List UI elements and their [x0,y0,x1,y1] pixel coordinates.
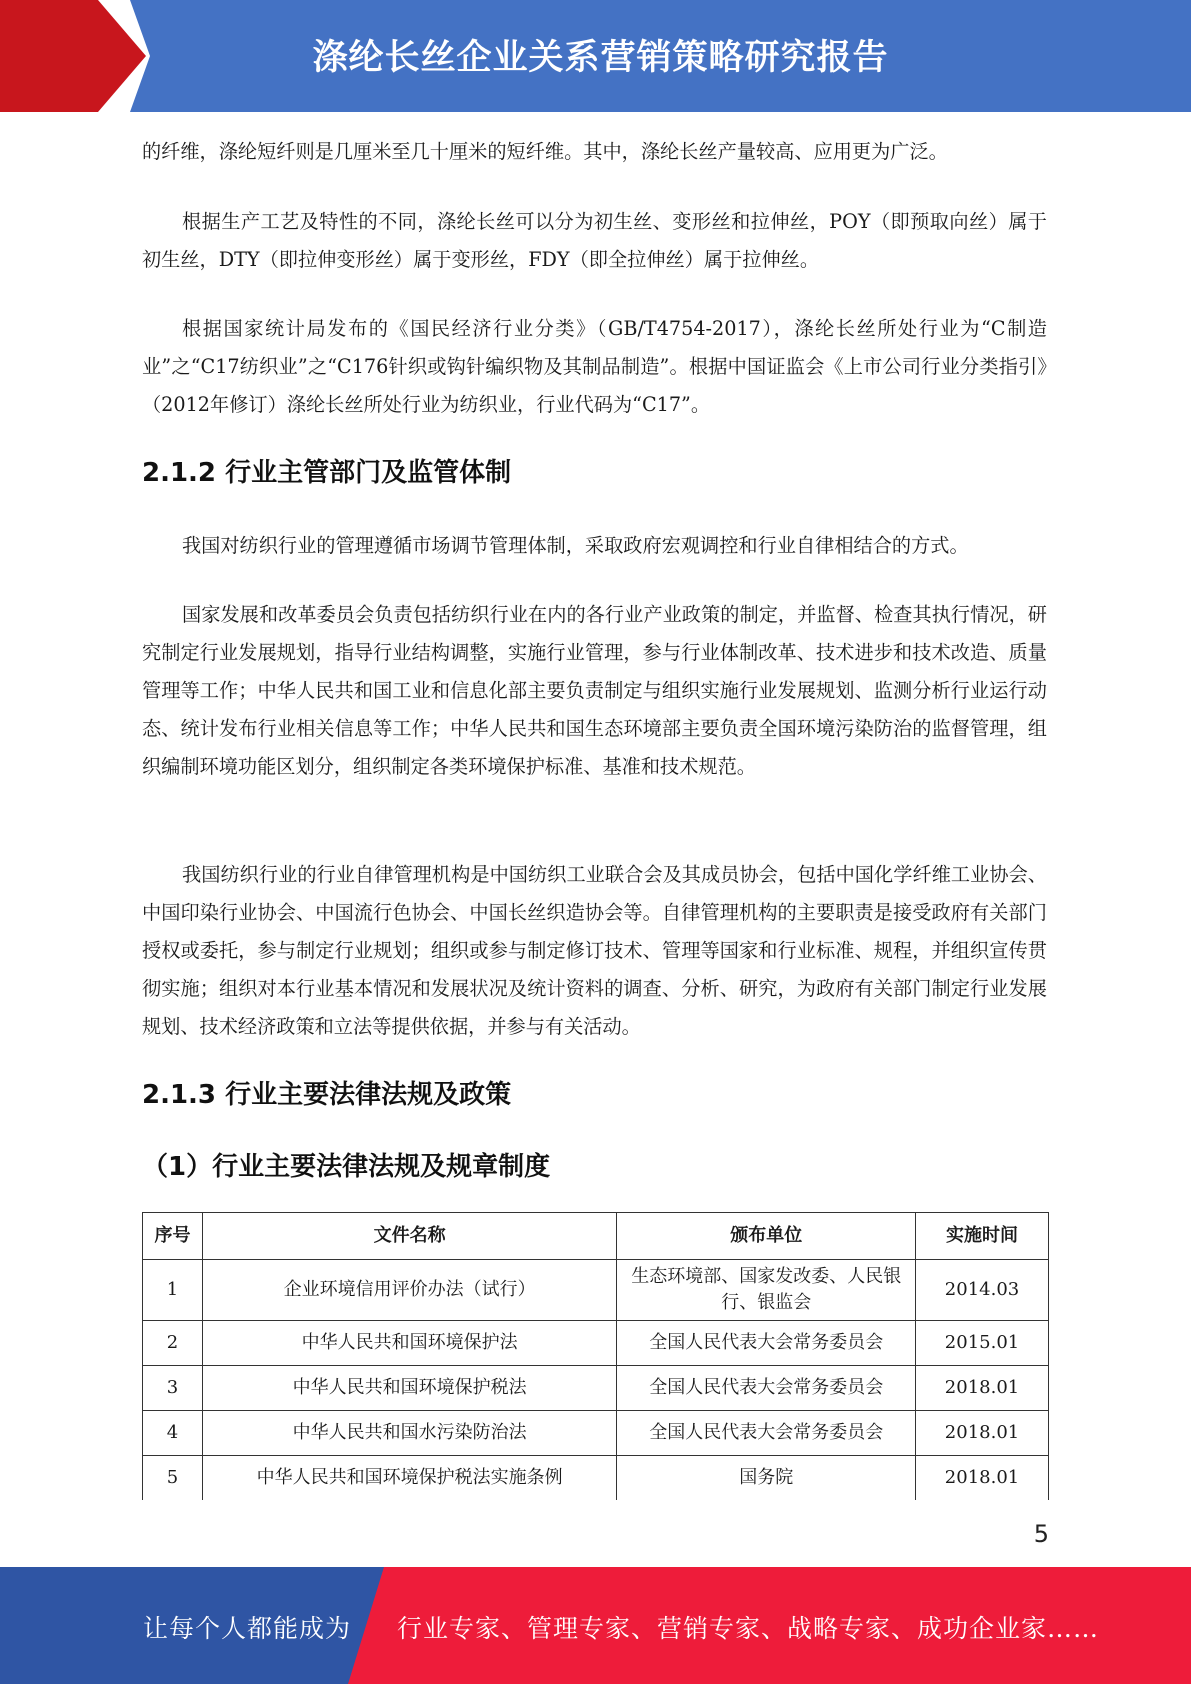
body-section-6 [142,856,1047,1046]
column-header-effective-date: 实施时间 [916,1213,1049,1260]
report-title: 涤纶长丝企业关系营销策略研究报告 [312,38,889,78]
paragraph-filament-types: 根据生产工艺及特性的不同，涤纶长丝可以分为初生丝、变形丝和拉伸丝，POY（即预取向丝）属于初生丝，DTY（即拉伸变形丝）属于变形丝，FDY（即全拉伸丝）属于拉伸丝。 [142,210,1047,271]
table-cell-date: 2018.01 [916,1366,1049,1411]
paragraph-government-departments: 国家发展和改革委员会负责包括纺织行业在内的各行业产业政策的制定，并监督、检查其执行情况，研究制定行业发展规划，指导行业结构调整，实施行业管理，参与行业体制改革、技术进步和技术改造、质量管理等工作；中华人民共和国工业和信息化部主要负责制定与组织实施行业发展规划、监测分析行业运行动态、统计发布行业相关信息等工作；中华人民共和国生态环境部主要负责全国环境污染防治的监督管理，组织编制环境功能区划分，组织制定各类环境保护标准、基准和技术规范。 [142,603,1047,778]
table-cell-index: 5 [143,1456,203,1501]
table-cell-date: 2015.01 [916,1321,1049,1366]
heading-block-213 [142,1074,1047,1111]
section-heading-2-1-2: 2.1.2 行业主管部门及监管体制 [142,458,512,488]
table-row [143,1366,1049,1411]
page-header [0,0,1191,112]
table-cell-index: 2 [143,1321,203,1366]
table-cell-document: 中华人民共和国环境保护法 [202,1321,616,1366]
table-cell-index: 1 [143,1260,203,1321]
table-cell-date: 2014.03 [916,1260,1049,1321]
body-section-2 [142,203,1047,279]
footer-slogan-right: 行业专家、管理专家、营销专家、战略专家、成功企业家…… [397,1614,1100,1643]
table-cell-document: 中华人民共和国水污染防治法 [202,1411,616,1456]
heading-block-sub1 [142,1146,1047,1183]
paragraph-industry-classification: 根据国家统计局发布的《国民经济行业分类》（GB/T4754-2017），涤纶长丝所处行业为“C制造业”之“C17纺织业”之“C176针织或钩针编织物及其制品制造”。根据中国证监会《上市公司行业分类指引》（2012年修订）涤纶长丝所处行业为纺织业，行业代码为“C17”。 [142,317,1047,416]
body-section-1 [142,133,1047,171]
table-cell-issuer: 国务院 [617,1456,916,1501]
table-cell-date: 2018.01 [916,1411,1049,1456]
paragraph-self-regulation: 我国纺织行业的行业自律管理机构是中国纺织工业联合会及其成员协会，包括中国化学纤维工业协会、中国印染行业协会、中国流行色协会、中国长丝织造协会等。自律管理机构的主要职责是接受政府有关部门授权或委托，参与制定行业规划；组织或参与制定修订技术、管理等国家和行业标准、规程，并组织宣传贯彻实施；组织对本行业基本情况和发展状况及统计资料的调查、分析、研究，为政府有关部门制定行业发展规划、技术经济政策和立法等提供依据，并参与有关活动。 [142,863,1047,1038]
table-row [143,1321,1049,1366]
table-cell-document: 中华人民共和国环境保护税法实施条例 [202,1456,616,1501]
column-header-index: 序号 [143,1213,203,1260]
table-cell-document: 中华人民共和国环境保护税法 [202,1366,616,1411]
paragraph-management-system: 我国对纺织行业的管理遵循市场调节管理体制，采取政府宏观调控和行业自律相结合的方式。 [182,534,969,557]
table-cell-issuer: 全国人民代表大会常务委员会 [617,1321,916,1366]
body-section-4 [142,527,1047,565]
page-footer [0,1567,1191,1684]
page-number: 5 [1033,1520,1049,1548]
table-cell-document: 企业环境信用评价办法（试行） [202,1260,616,1321]
paragraph-fiber-intro: 的纤维，涤纶短纤则是几厘米至几十厘米的短纤维。其中，涤纶长丝产量较高、应用更为广泛。 [142,140,948,163]
table-row [143,1411,1049,1456]
table-cell-index: 4 [143,1411,203,1456]
table-row [143,1260,1049,1321]
table-cell-issuer: 全国人民代表大会常务委员会 [617,1411,916,1456]
section-heading-2-1-3: 2.1.3 行业主要法律法规及政策 [142,1080,512,1110]
table-header-row [143,1213,1049,1260]
table-row [143,1456,1049,1501]
table-cell-issuer: 生态环境部、国家发改委、人民银行、银监会 [617,1260,916,1321]
laws-table [142,1212,1049,1500]
heading-block-212 [142,452,1047,489]
table-cell-index: 3 [143,1366,203,1411]
table-cell-issuer: 全国人民代表大会常务委员会 [617,1366,916,1411]
table-cell-date: 2018.01 [916,1456,1049,1501]
footer-slogan-left: 让每个人都能成为 [143,1614,352,1643]
body-section-5 [142,596,1047,786]
body-section-3 [142,310,1047,424]
subsection-heading-laws: （1）行业主要法律法规及规章制度 [142,1152,551,1182]
column-header-issuer: 颁布单位 [617,1213,916,1260]
column-header-document: 文件名称 [202,1213,616,1260]
